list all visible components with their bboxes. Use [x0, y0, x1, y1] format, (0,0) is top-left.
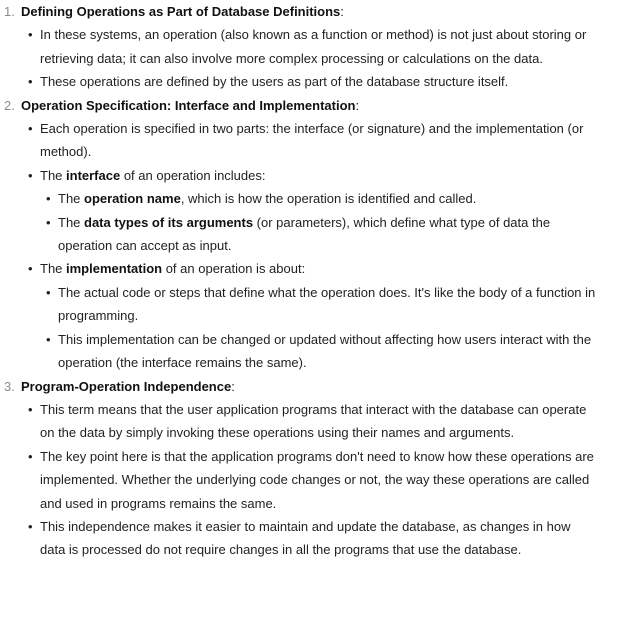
list-item-text-pre: The: [40, 261, 67, 277]
sub-bullet-list: [0, 187, 624, 257]
list-item-text: In these systems, an operation (also known as a function or method) is not just about storing or retrieving data; it can also involve more complex processing or calculations on the data.: [40, 27, 587, 66]
sub-list-item: [0, 328, 624, 375]
list-item-text-post: , which is how the operation is identified and called.: [180, 191, 477, 207]
bullet-list: [0, 117, 624, 374]
list-item-text: This independence makes it easier to maintain and update the database, as changes in how data is processed do not require changes in all the programs that use the database.: [40, 518, 571, 558]
list-item: [0, 515, 624, 562]
section-heading: [0, 0, 624, 23]
section-number: 1.: [4, 4, 15, 19]
bullet-icon: •: [28, 261, 33, 277]
section-title: Program-Operation Independence: [21, 378, 232, 394]
section-2: [0, 94, 624, 375]
sub-bullet-list: [0, 281, 624, 375]
section-number: 3.: [4, 378, 15, 394]
heading-colon: :: [231, 378, 235, 394]
section-title: Operation Specification: Interface and Implementation: [21, 97, 356, 113]
bullet-icon: •: [46, 331, 51, 347]
list-item-text: These operations are defined by the users as part of the database structure itself.: [40, 74, 509, 90]
list-item: [0, 164, 624, 258]
bold-term: interface: [66, 167, 121, 183]
list-item: [0, 23, 624, 70]
list-item: [0, 117, 624, 164]
list-item-text-pre: The: [58, 191, 85, 207]
bullet-icon: •: [28, 27, 33, 43]
section-title: Defining Operations as Part of Database Definitions: [21, 4, 341, 19]
list-item-text-post: of an operation includes:: [120, 167, 266, 183]
bold-term: implementation: [66, 261, 163, 277]
list-item-text: The key point here is that the application programs don't need to know how these operations are implemented. Whether the underlying code changes or not, the way these operations are called and used in programs remains the same.: [40, 448, 594, 511]
list-item-text: This implementation can be changed or updated without affecting how users interact with the operation (the interface remains the same).: [58, 331, 592, 371]
list-item: [0, 70, 624, 93]
bullet-icon: •: [46, 214, 51, 230]
heading-colon: :: [340, 4, 344, 19]
bullet-icon: •: [28, 167, 33, 183]
sub-list-item: [0, 281, 624, 328]
bullet-icon: •: [46, 191, 51, 207]
bullet-icon: •: [28, 401, 33, 417]
bullet-icon: •: [28, 121, 33, 137]
bullet-icon: •: [28, 518, 33, 534]
bullet-list: [0, 23, 624, 93]
bullet-list: [0, 398, 624, 562]
sub-list-item: [0, 211, 624, 258]
bold-term: data types of its arguments: [84, 214, 254, 230]
section-3: [0, 375, 624, 562]
section-1: [0, 0, 624, 94]
list-item-text-post: of an operation is about:: [162, 261, 306, 277]
list-item-text: This term means that the user application programs that interact with the database can operate on the data by simply invoking these operations using their names and arguments.: [40, 401, 587, 441]
list-item: [0, 445, 624, 515]
heading-colon: :: [355, 97, 360, 113]
list-item: [0, 398, 624, 445]
bullet-icon: •: [46, 284, 51, 300]
section-number: 2.: [4, 97, 15, 113]
list-item-text: Each operation is specified in two parts: the interface (or signature) and the implementation (or method).: [40, 121, 584, 160]
sub-list-item: [0, 187, 624, 210]
bullet-icon: •: [28, 448, 33, 464]
list-item: [0, 257, 624, 374]
section-heading: [0, 375, 624, 398]
bullet-icon: •: [28, 74, 33, 90]
list-item-text-pre: The: [40, 167, 67, 183]
section-heading: [0, 94, 624, 117]
list-item-text: The actual code or steps that define what the operation does. It's like the body of a function in programming.: [58, 284, 596, 324]
bold-term: operation name: [84, 191, 181, 207]
list-item-text-post: (or parameters), which define what type of data the operation can accept as input.: [58, 214, 551, 254]
list-item-text-pre: The: [58, 214, 85, 230]
